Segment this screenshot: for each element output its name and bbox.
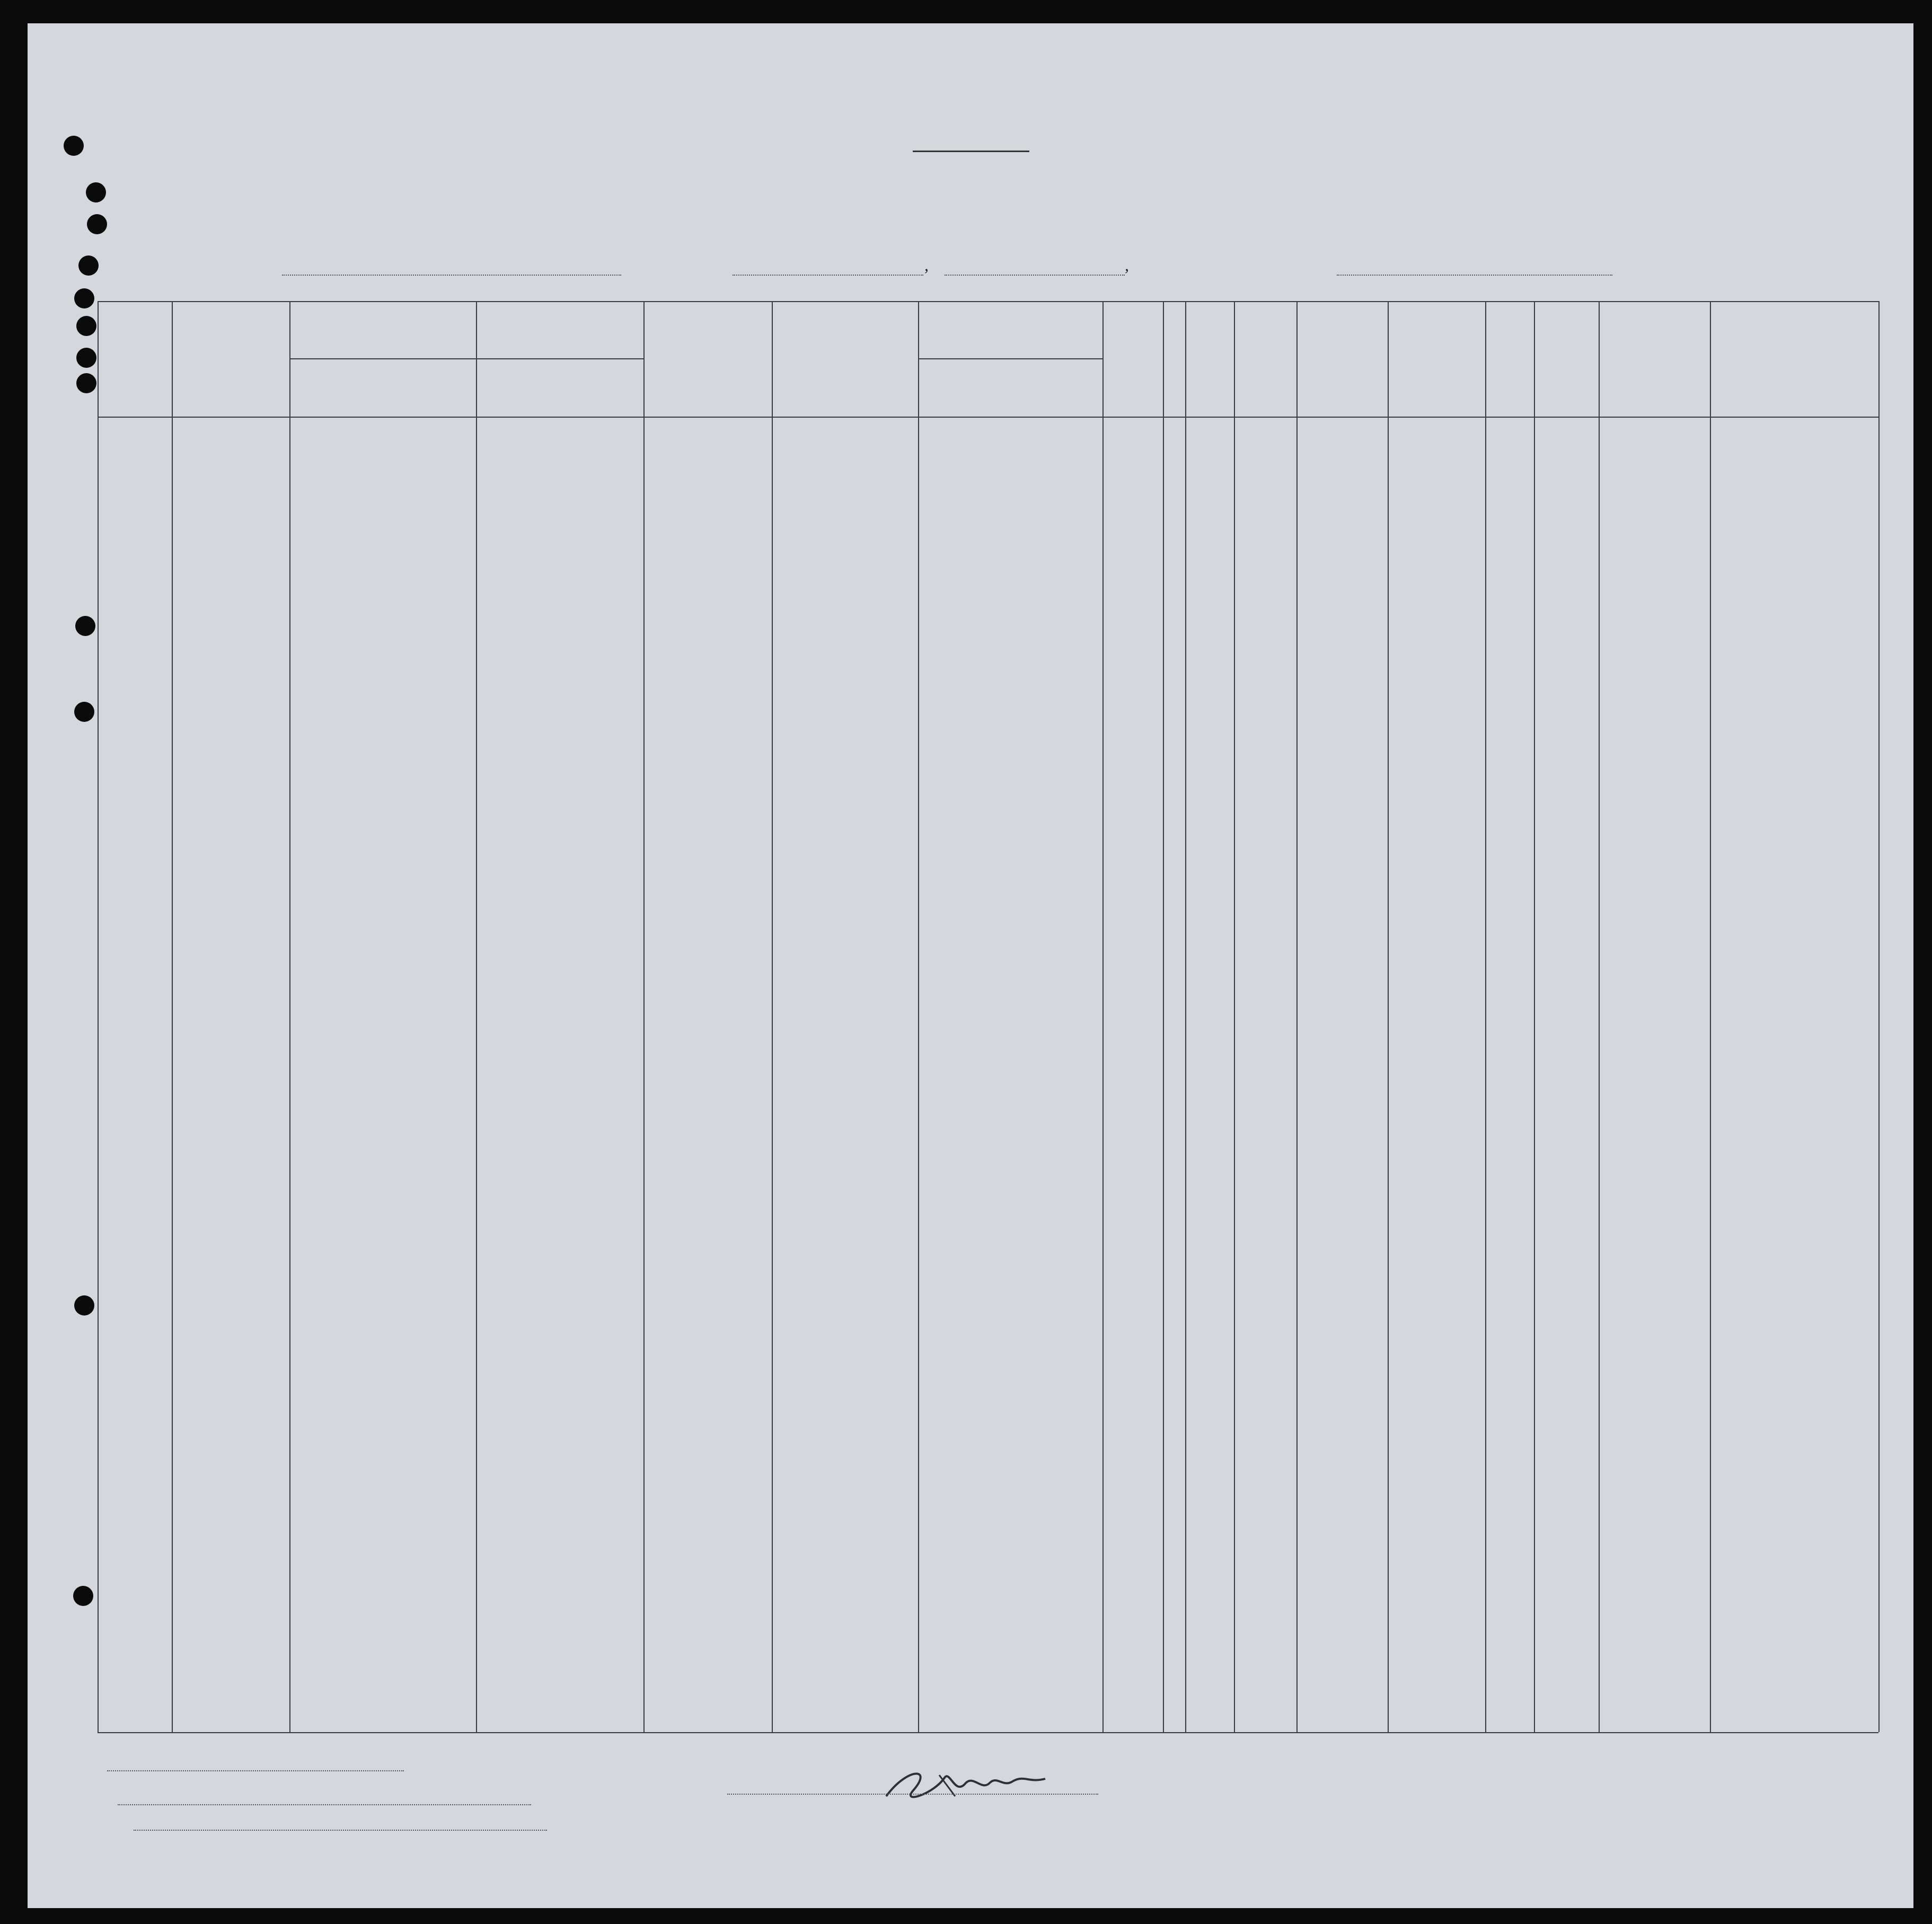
column-rule [1534,301,1535,1732]
name-subheader-rule [289,358,643,359]
sheet-number [1691,89,1698,105]
table-bottom-rule [98,1732,1878,1733]
column-rule [1878,301,1880,1732]
column-rule [918,301,919,1732]
arriving-rule [733,275,923,276]
punch-hole [64,136,84,156]
column-rule [1296,301,1298,1732]
column-rule [1163,301,1164,1732]
column-rule [772,301,773,1732]
column-rule [1234,301,1235,1732]
punch-hole [74,288,94,308]
column-rule [1102,301,1104,1732]
punch-hole [86,182,106,202]
punch-hole [74,1295,94,1316]
punch-hole [76,316,96,336]
column-rule [1485,301,1486,1732]
column-rule [1710,301,1711,1732]
punch-hole [87,214,107,234]
inspector-rule [727,1794,1098,1795]
punch-hole [76,348,96,368]
shipped-subheader-rule [918,358,1102,359]
port-rule [1337,275,1612,276]
header-bottom-rule [98,417,1878,418]
punch-hole [78,255,99,276]
column-rule [1185,301,1186,1732]
inspector-signature [876,1746,1098,1815]
column-rule [172,301,173,1732]
date-rule [945,275,1125,276]
column-rule [476,301,477,1732]
comma: , [1125,255,1129,275]
manifest-sheet [28,23,1913,1908]
comma: , [924,255,929,275]
agents-label [71,1818,84,1844]
title-rule [913,151,1029,152]
agents-rule [134,1830,547,1831]
punch-hole [75,616,95,636]
punch-hole [73,1586,93,1606]
column-rule [98,301,99,1732]
punch-hole [76,373,96,393]
column-rule [643,301,645,1732]
crew-table [98,301,1878,1732]
punch-hole [74,702,94,722]
line-rule [107,1770,404,1771]
column-rule [289,301,290,1732]
table-top-rule [98,301,1878,302]
vessel-rule [282,275,621,276]
column-rule [1599,301,1600,1732]
column-rule [1388,301,1389,1732]
owners-rule [118,1804,531,1805]
